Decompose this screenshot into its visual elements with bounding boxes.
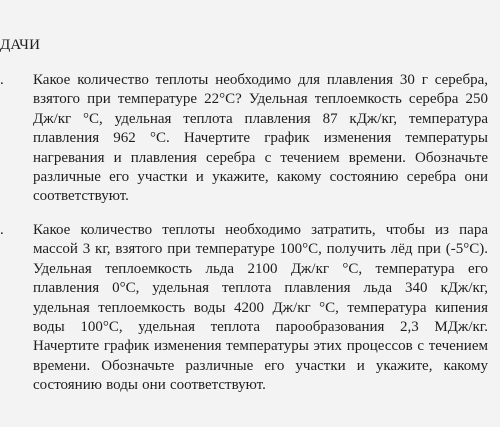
problem-text-1: Какое количество теплоты необходимо для плавления 30 г серебра, взятого при температуре 22°С? Удельная теплоемкость серебра 250 Дж/кг °С, удельная теплота плавления 87 кДж/кг, температура плавления 962 °С. Начертите график изменения температуры нагревания и плавления серебра с течением времени. Обозначьте различные его участки и укажите, какому состоянию серебра они соответствуют. — [33, 72, 488, 205]
problem-text-2: Какое количество теплоты необходимо затратить, чтобы из пара массой 3 кг, взятого при температуре 100°С, получить лёд при (-5°С). Удельная теплоемкость льда 2100 Дж/кг °С, температура его плавления 0°С, удельная теплота плавления льда 340 кДж/кг, удельная теплоемкость воды 4200 Дж/кг °С, температура кипения воды 100°С, удельная теплота парообразования 2,3 МДж/кг. Начертите график изменения температуры этих процессов с течением времени. Обозначьте различные его участки и укажите, какому состоянию воды они соответствуют. — [33, 222, 488, 394]
section-heading: ДАЧИ — [0, 37, 41, 53]
problem-number-1: . — [0, 72, 4, 88]
problem-number-2: . — [0, 222, 4, 238]
problem-item-1 — [0, 71, 500, 205]
problem-item-2 — [0, 221, 500, 401]
